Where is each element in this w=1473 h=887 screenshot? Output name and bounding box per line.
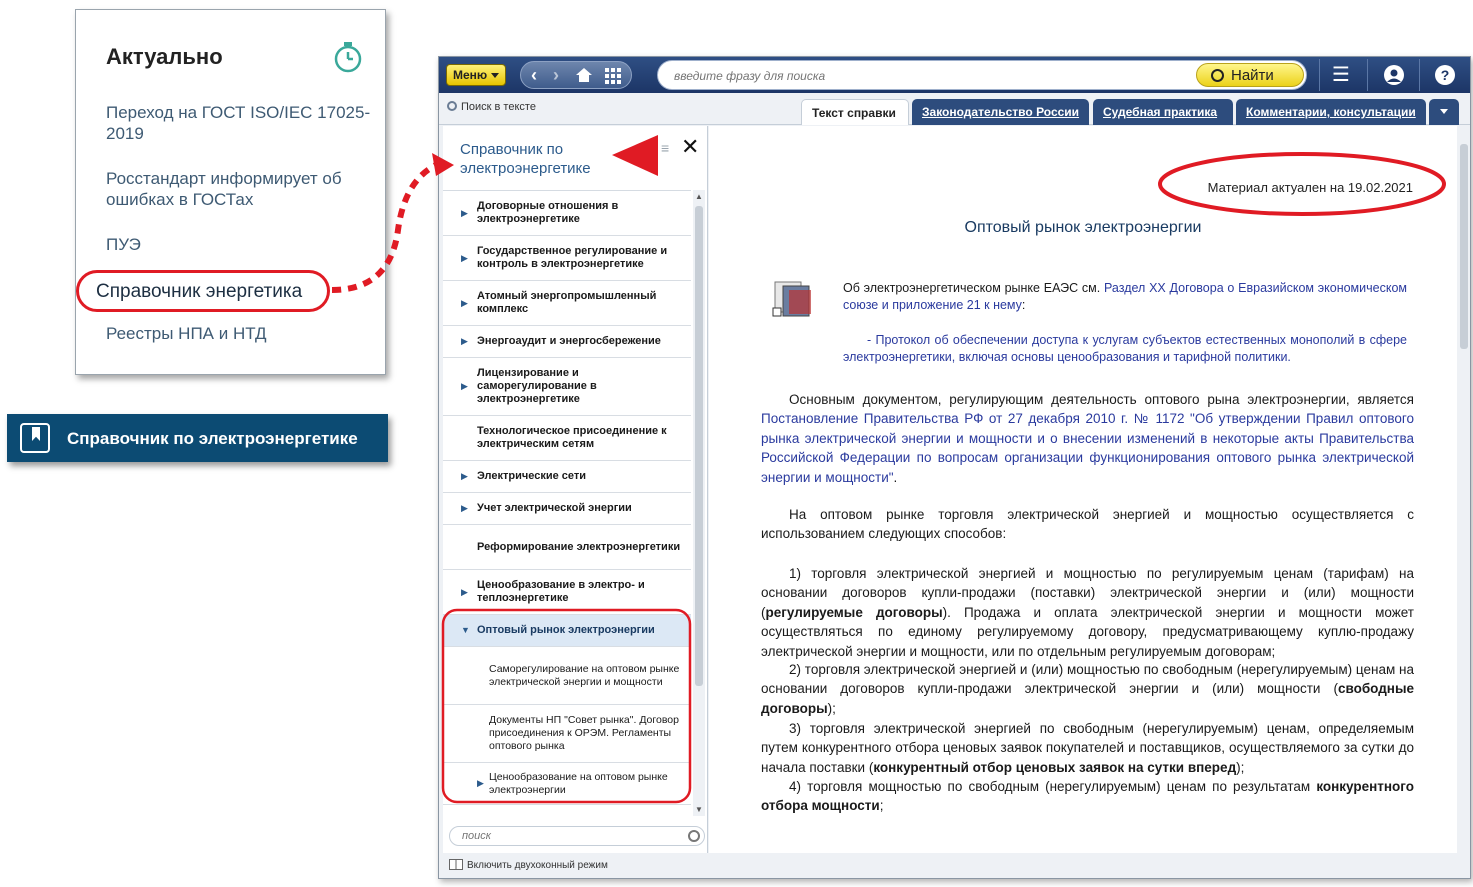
card-title: Актуально — [106, 44, 223, 69]
tree-subitem-label: Ценообразование на оптовом рынке электроэнергии — [489, 770, 668, 796]
paragraph-eaes — [843, 280, 1407, 314]
tree-item[interactable] — [443, 525, 691, 570]
tree-item-selected[interactable] — [443, 615, 691, 647]
text-span: ); — [827, 700, 836, 716]
tree-item-label: Оптовый рынок электроэнергии — [477, 624, 655, 636]
tree-item-label: Лицензирование и саморегулирование в электроэнергетике — [477, 367, 597, 405]
text-span: ; — [879, 798, 884, 814]
tree-item[interactable] — [443, 326, 691, 358]
toolbar-separator — [1367, 59, 1368, 91]
document-scrollbar[interactable] — [1458, 126, 1470, 853]
tree-item[interactable] — [443, 416, 691, 461]
tree-subitem-label: Документы НП "Совет рынка". Договор присоединения к ОРЭМ. Регламенты оптового рынка — [489, 714, 679, 752]
tree-item-label: Учет электрической энергии — [477, 502, 632, 514]
documents-icon[interactable] — [771, 278, 817, 318]
clear-icon[interactable] — [688, 830, 700, 842]
tree-subitem[interactable] — [443, 763, 691, 805]
tree-item-label: Электрические сети — [477, 470, 587, 482]
tab-text[interactable]: Текст справки — [801, 99, 909, 125]
document-heading: Оптовый рынок электроэнергии — [964, 219, 1202, 236]
bold-term: конкурентный отбор ценовых заявок на сутки вперед — [873, 759, 1237, 775]
tree-item-label: Государственное регулирование и контроль в электроэнергетике — [477, 245, 668, 270]
paragraph-methods — [761, 505, 1414, 544]
tree-item-label: Реформирование электроэнергетики — [477, 540, 681, 553]
card-link-energy-handbook[interactable]: Справочник энергетика — [96, 281, 303, 302]
stopwatch-icon — [332, 40, 364, 74]
link-protocol[interactable]: - Протокол об обеспечении доступа к услугам субъектов естественных монополий в сфере электроэнергетики, включая основы ценообразования и тарифной политики. — [843, 333, 1407, 364]
close-icon[interactable]: ✕ — [681, 134, 700, 159]
forward-icon[interactable]: › — [553, 65, 559, 85]
tree-item[interactable] — [443, 461, 691, 493]
scroll-down-icon[interactable]: ▼ — [695, 805, 703, 814]
card-link-registries[interactable]: Реестры НПА и НТД — [106, 324, 267, 343]
text-span: . — [893, 469, 898, 485]
text-span: Об электроэнергетическом рынке ЕАЭС см. — [843, 281, 1104, 295]
link-eaes-treaty[interactable]: Раздел XX Договора о Евразийском экономическом союзе и приложение 21 к нему — [843, 281, 1407, 312]
actual-card — [75, 9, 386, 375]
tree-item-label: Ценообразование в электро- и теплоэнергетике — [477, 579, 645, 604]
toolbar-separator — [1419, 59, 1420, 91]
tree-panel — [443, 126, 708, 853]
chevron-right-icon: ▶ — [461, 471, 468, 481]
search-input[interactable] — [674, 67, 1194, 85]
dual-mode-toggle[interactable] — [449, 859, 608, 871]
chevron-right-icon: ▶ — [477, 778, 484, 788]
chevron-right-icon: ▶ — [461, 586, 468, 597]
tree-list — [443, 190, 691, 816]
text-span: На оптовом рынке торговля электрической энергией и мощностью осуществляется с использованием следующих способов: — [761, 507, 1414, 542]
paragraph-method-1 — [761, 564, 1414, 661]
text-span: 1) торговля электрической энергией и мощностью по регулируемым ценам (тарифам) на основании договоров купли-продажи (поставки) электрической энергии и (или) мощности ( — [761, 566, 1414, 620]
paragraph-method-3 — [761, 719, 1414, 777]
help-icon[interactable] — [1434, 64, 1456, 86]
home-icon[interactable] — [575, 67, 593, 83]
find-in-text-label: Поиск в тексте — [461, 101, 536, 113]
tree-search-field — [449, 826, 705, 846]
tree-item-label: Договорные отношения в электроэнергетике — [477, 200, 619, 225]
paragraph-method-4 — [761, 777, 1414, 816]
highlight-oval-card — [76, 270, 330, 312]
chevron-right-icon: ▶ — [461, 381, 468, 391]
paragraph-main-document — [761, 390, 1414, 487]
svg-text:?: ? — [1440, 67, 1450, 83]
toolbar — [439, 57, 1470, 93]
search-field — [657, 60, 1307, 90]
tab-legislation[interactable]: Законодательство России — [912, 99, 1089, 125]
dual-window-icon — [449, 859, 463, 870]
tree-scroll-thumb[interactable] — [695, 206, 703, 686]
tree-subitem[interactable] — [443, 647, 691, 705]
chevron-down-icon: ▼ — [461, 625, 470, 635]
document-view — [709, 126, 1457, 853]
tree-item[interactable] — [443, 493, 691, 525]
tree-item[interactable] — [443, 191, 691, 236]
dual-mode-label: Включить двухоконный режим — [467, 860, 608, 871]
text-span: : — [1021, 298, 1026, 312]
find-button[interactable]: Найти — [1196, 63, 1304, 87]
bold-term: регулируемые договоры — [765, 604, 943, 620]
tabs-more-button[interactable] — [1429, 99, 1459, 125]
tree-item[interactable] — [443, 281, 691, 326]
paragraph-protocol — [843, 332, 1407, 366]
book-icon — [20, 423, 50, 453]
back-icon[interactable]: ‹ — [531, 65, 537, 85]
tree-item[interactable] — [443, 236, 691, 281]
toolbar-separator — [1319, 59, 1320, 91]
chevron-right-icon: ▶ — [461, 336, 468, 346]
scroll-up-icon[interactable]: ▲ — [695, 192, 703, 201]
tree-menu-icon[interactable]: ≡ — [661, 140, 670, 156]
app-window — [438, 56, 1471, 879]
chevron-right-icon: ▶ — [461, 252, 468, 263]
tree-subitem-label: Саморегулирование на оптовом рынке электрической энергии и мощности — [489, 662, 680, 688]
tree-item-label: Энергоаудит и энергосбережение — [477, 335, 661, 347]
grid-icon[interactable] — [605, 68, 621, 84]
tree-search-input[interactable] — [462, 830, 662, 842]
hamburger-icon[interactable]: ☰ — [1332, 64, 1350, 86]
tree-item[interactable] — [443, 358, 691, 416]
tab-court-practice[interactable]: Судебная практика — [1093, 99, 1233, 125]
menu-button[interactable]: Меню — [446, 64, 506, 86]
chevron-right-icon: ▶ — [461, 297, 468, 308]
user-icon[interactable] — [1383, 64, 1405, 86]
card-link-gost[interactable]: Переход на ГОСТ ISO/IEC 17025-2019 — [106, 103, 371, 143]
tab-comments[interactable]: Комментарии, консультации — [1236, 99, 1426, 125]
text-span: 3) торговля электрической энергией по свободным (нерегулируемым) ценам, определяемым путем конкурентного отбора ценовых заявок покупателей и поставщиков, осуществляемого за сутки до начала поставки ( — [761, 721, 1414, 775]
text-span: ); — [1236, 759, 1245, 775]
chevron-right-icon: ▶ — [461, 207, 468, 218]
document-scroll-thumb[interactable] — [1460, 144, 1468, 349]
text-span: Основным документом, регулирующим деятельность оптового рына электроэнергии, является — [789, 392, 1414, 407]
nav-group — [520, 61, 632, 89]
relevance-date: Материал актуален на 19.02.2021 — [1207, 180, 1413, 195]
magnifier-icon — [447, 101, 457, 111]
link-resolution-1172[interactable]: Постановление Правительства РФ от 27 декабря 2010 г. № 1172 "Об утверждении Правил оптового рынка электрической энергии и мощности и о внесении изменений в некоторые акты Правительства Российской Федерации по вопросам организации функционирования оптового рынка электрической энергии и мощности" — [761, 411, 1414, 485]
bold-term: свободные договоры — [761, 681, 1414, 716]
card-link-pue[interactable]: ПУЭ — [106, 235, 141, 254]
paragraph-method-2 — [761, 660, 1414, 718]
bold-term: конкурентного отбора мощности — [761, 779, 1414, 814]
card-link-rosstandart[interactable]: Росстандарт информирует об ошибках в ГОСТах — [106, 169, 342, 209]
text-span: 2) торговля электрической энергией и (или) мощностью по свободным (нерегулируемым) ценам на основании договоров купли-продажи электрической энергии и (или) мощности ( — [761, 662, 1414, 697]
text-span: ). Продажа и оплата электрической энергии и мощности может осуществляться по единому регулируемому договору, предусматривающему куплю-продажу электрической энергии и мощности, или по отдельным регулируемым договорам; — [761, 604, 1414, 659]
text-span: 4) торговля мощностью по свободным (нерегулируемым) ценам по результатам — [789, 779, 1317, 794]
find-in-text[interactable] — [447, 101, 536, 113]
tree-scrollbar[interactable] — [693, 190, 705, 816]
tree-subitem[interactable] — [443, 705, 691, 763]
tree-title: Справочник по электроэнергетике — [460, 141, 591, 177]
handbook-banner[interactable] — [7, 414, 388, 462]
banner-label: Справочник по электроэнергетике — [67, 429, 358, 448]
tree-item-label: Атомный энергопромышленный комплекс — [477, 290, 657, 315]
chevron-right-icon: ▶ — [461, 503, 468, 513]
tree-item-label: Технологическое присоединение к электрическим сетям — [477, 425, 667, 450]
tree-item[interactable] — [443, 570, 691, 615]
